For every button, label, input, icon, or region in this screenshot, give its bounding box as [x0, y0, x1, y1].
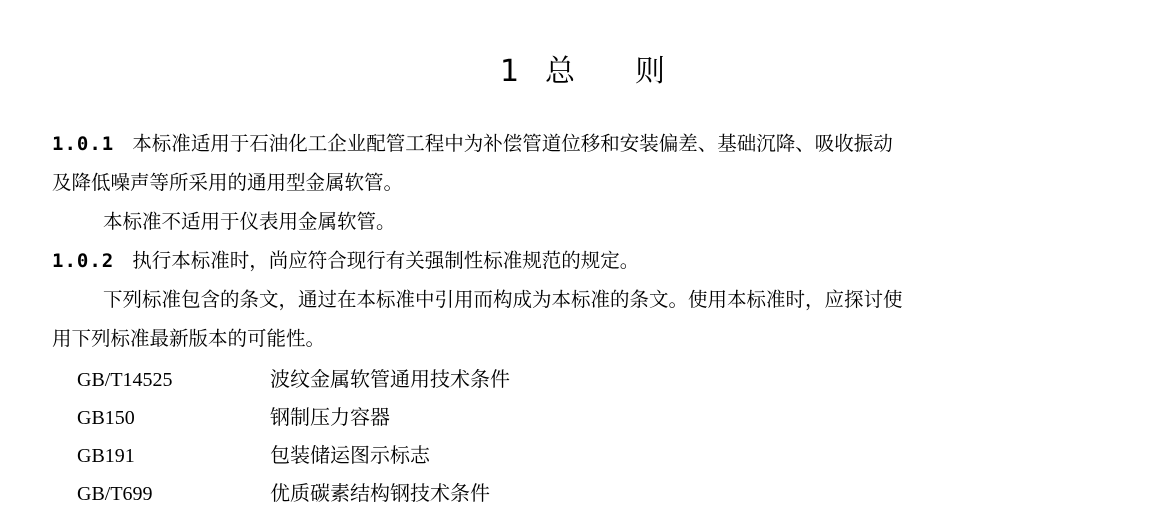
reference-name: 包装储运图示标志 — [270, 443, 430, 467]
chapter-number: 1 — [499, 54, 520, 89]
reference-row — [77, 481, 490, 506]
chapter-title-char-2: 则 — [635, 54, 666, 89]
clause-text: 下列标准包含的条文，通过在本标准中引用而构成为本标准的条文。使用本标准时，应探讨使 — [103, 288, 903, 311]
chapter-title — [0, 46, 1165, 90]
clause-number: 1.0.1 — [52, 133, 115, 155]
clause-1-0-1-line-1 — [52, 132, 893, 156]
clause-1-0-1-line-3 — [103, 210, 396, 234]
reference-row — [77, 405, 390, 430]
clause-1-0-2-line-3 — [52, 327, 325, 351]
reference-name: 钢制压力容器 — [270, 405, 390, 429]
clause-text: 本标准适用于石油化工企业配管工程中为补偿管道位移和安装偏差、基础沉降、吸收振动 — [132, 132, 893, 155]
reference-code: GB/T699 — [77, 483, 153, 505]
clause-1-0-2-line-1 — [52, 249, 639, 273]
reference-row — [77, 443, 430, 468]
clause-1-0-2-line-2 — [103, 288, 903, 312]
clause-text: 及降低噪声等所采用的通用型金属软管。 — [52, 171, 404, 194]
clause-text: 执行本标准时，尚应符合现行有关强制性标准规范的规定。 — [132, 249, 640, 272]
reference-row — [77, 367, 510, 392]
clause-text: 本标准不适用于仪表用金属软管。 — [103, 210, 396, 233]
reference-name: 波纹金属软管通用技术条件 — [270, 367, 510, 391]
reference-code: GB/T14525 — [77, 369, 173, 391]
reference-name: 优质碳素结构钢技术条件 — [270, 481, 490, 505]
clause-1-0-1-line-2 — [52, 171, 403, 195]
reference-code: GB150 — [77, 407, 135, 429]
reference-code: GB191 — [77, 445, 135, 467]
clause-number: 1.0.2 — [52, 250, 115, 272]
chapter-title-char-1: 总 — [545, 54, 576, 89]
clause-text: 用下列标准最新版本的可能性。 — [52, 327, 326, 350]
